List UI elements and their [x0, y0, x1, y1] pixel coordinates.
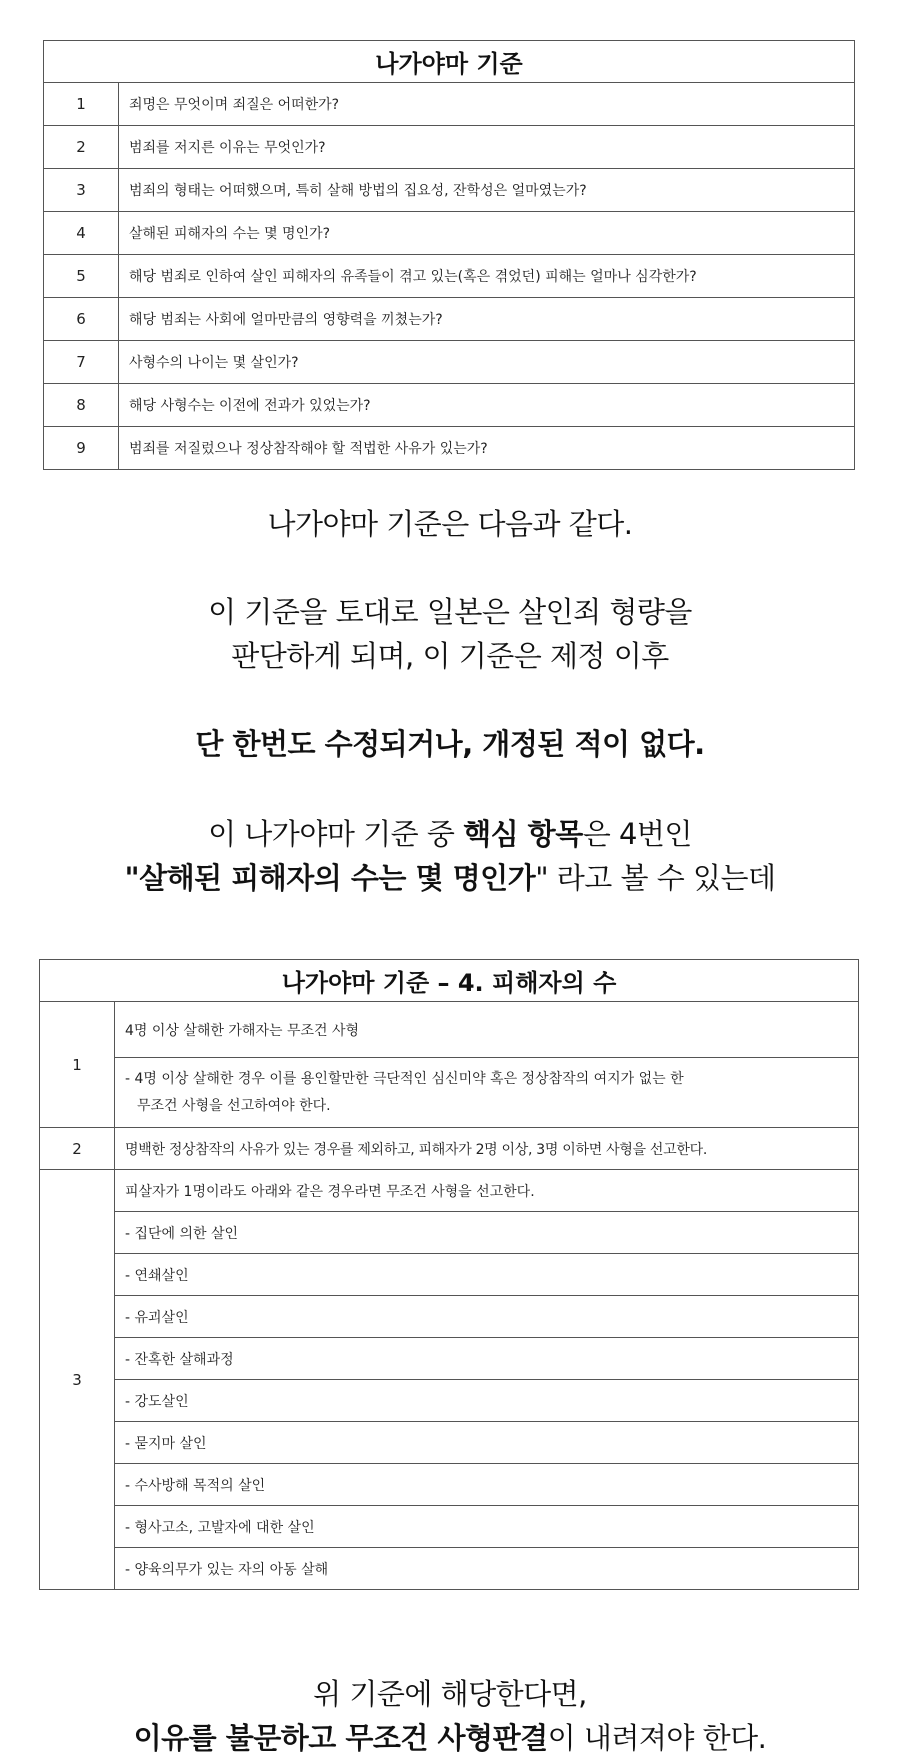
list-item: - 잔혹한 살해과정: [115, 1338, 859, 1380]
row-text: 피살자가 1명이라도 아래와 같은 경우라면 무조건 사형을 선고한다.: [115, 1170, 859, 1212]
bold-text: "살해된 피해자의 수는 몇 명인가: [124, 861, 536, 895]
table-row: [44, 298, 855, 341]
table-row: [40, 1170, 859, 1212]
row-text-line: 무조건 사형을 선고하여야 한다.: [137, 1097, 331, 1114]
table-row: [44, 255, 855, 298]
table-row: [40, 1506, 859, 1548]
prose-line: [0, 856, 900, 897]
row-text: 명백한 정상참작의 사유가 있는 경우를 제외하고, 피해자가 2명 이상, 3명 이하면 사형을 선고한다.: [115, 1128, 859, 1170]
table-row: [40, 1002, 859, 1058]
table-row: [44, 341, 855, 384]
table-row: [40, 1212, 859, 1254]
text: 이 내려져야 한다.: [547, 1721, 767, 1755]
bold-text: 이유를 불문하고 무조건 사형판결: [133, 1721, 548, 1755]
table-row: [44, 126, 855, 169]
row-text: 해당 사형수는 이전에 전과가 있었는가?: [119, 384, 855, 427]
row-number: 2: [44, 126, 119, 169]
table-row: [40, 1464, 859, 1506]
row-number: 2: [40, 1128, 115, 1170]
row-number: 8: [44, 384, 119, 427]
prose-line: 이 기준을 토대로 일본은 살인죄 형량을: [208, 595, 692, 629]
table-row: [44, 212, 855, 255]
row-number: 3: [44, 169, 119, 212]
table-row: [44, 169, 855, 212]
row-text: 해당 범죄는 사회에 얼마만큼의 영향력을 끼쳤는가?: [119, 298, 855, 341]
table-row: [40, 1058, 859, 1128]
list-item: - 수사방해 목적의 살인: [115, 1464, 859, 1506]
table-row: [44, 384, 855, 427]
row-number: 1: [40, 1002, 115, 1128]
table-title: 나가야마 기준: [44, 41, 855, 83]
row-text: 범죄의 형태는 어떠했으며, 특히 살해 방법의 집요성, 잔학성은 얼마였는가?: [119, 169, 855, 212]
table-header-row: [40, 960, 859, 1002]
prose-line: 위 기준에 해당한다면,: [313, 1677, 587, 1711]
prose-emphasis-line: [0, 722, 900, 763]
row-text: 사형수의 나이는 몇 살인가?: [119, 341, 855, 384]
row-number: 5: [44, 255, 119, 298]
table-row: [40, 1380, 859, 1422]
table-row: [40, 1548, 859, 1590]
table-row: [40, 1338, 859, 1380]
table-row: [40, 1254, 859, 1296]
row-text: [115, 1058, 859, 1128]
list-item: - 묻지마 살인: [115, 1422, 859, 1464]
row-number: 3: [40, 1170, 115, 1590]
row-number: 1: [44, 83, 119, 126]
prose-line: [0, 1716, 900, 1757]
row-number: 7: [44, 341, 119, 384]
table-row: [40, 1422, 859, 1464]
row-text: 4명 이상 살해한 가해자는 무조건 사형: [115, 1002, 859, 1058]
list-item: - 형사고소, 고발자에 대한 살인: [115, 1506, 859, 1548]
row-text: 죄명은 무엇이며 죄질은 어떠한가?: [119, 83, 855, 126]
nagayama-criteria-table: [43, 40, 855, 470]
row-text: 범죄를 저질렀으나 정상참작해야 할 적법한 사유가 있는가?: [119, 427, 855, 470]
text: 은 4번인: [582, 817, 692, 851]
list-item: - 집단에 의한 살인: [115, 1212, 859, 1254]
text: " 라고 볼 수 있는데: [535, 861, 776, 895]
row-number: 4: [44, 212, 119, 255]
text: 이 나가야마 기준 중: [208, 817, 464, 851]
row-text: 살해된 피해자의 수는 몇 명인가?: [119, 212, 855, 255]
table-row: [44, 427, 855, 470]
row-number: 9: [44, 427, 119, 470]
prose-line: 판단하게 되며, 이 기준은 제정 이후: [231, 639, 669, 673]
table-title: 나가야마 기준 – 4. 피해자의 수: [40, 960, 859, 1002]
row-text-line: - 4명 이상 살해한 경우 이를 용인할만한 극단적인 심신미약 혹은 정상참작의 여지가 없는 한: [125, 1070, 684, 1087]
row-text: 해당 범죄로 인하여 살인 피해자의 유족들이 겪고 있는(혹은 겪었던) 피해는 얼마나 심각한가?: [119, 255, 855, 298]
list-item: - 양육의무가 있는 자의 아동 살해: [115, 1548, 859, 1590]
victim-count-criteria-table: [39, 959, 859, 1590]
list-item: - 강도살인: [115, 1380, 859, 1422]
table-header-row: [44, 41, 855, 83]
prose-line: 나가야마 기준은 다음과 같다.: [267, 507, 633, 541]
list-item: - 연쇄살인: [115, 1254, 859, 1296]
list-item: - 유괴살인: [115, 1296, 859, 1338]
bold-text: 핵심 항목: [463, 817, 583, 851]
prose-line: [0, 812, 900, 853]
bold-text: 단 한번도 수정되거나, 개정된 적이 없다.: [195, 727, 705, 761]
row-text: 범죄를 저지른 이유는 무엇인가?: [119, 126, 855, 169]
row-number: 6: [44, 298, 119, 341]
table-row: [40, 1296, 859, 1338]
table-row: [40, 1128, 859, 1170]
table-row: [44, 83, 855, 126]
